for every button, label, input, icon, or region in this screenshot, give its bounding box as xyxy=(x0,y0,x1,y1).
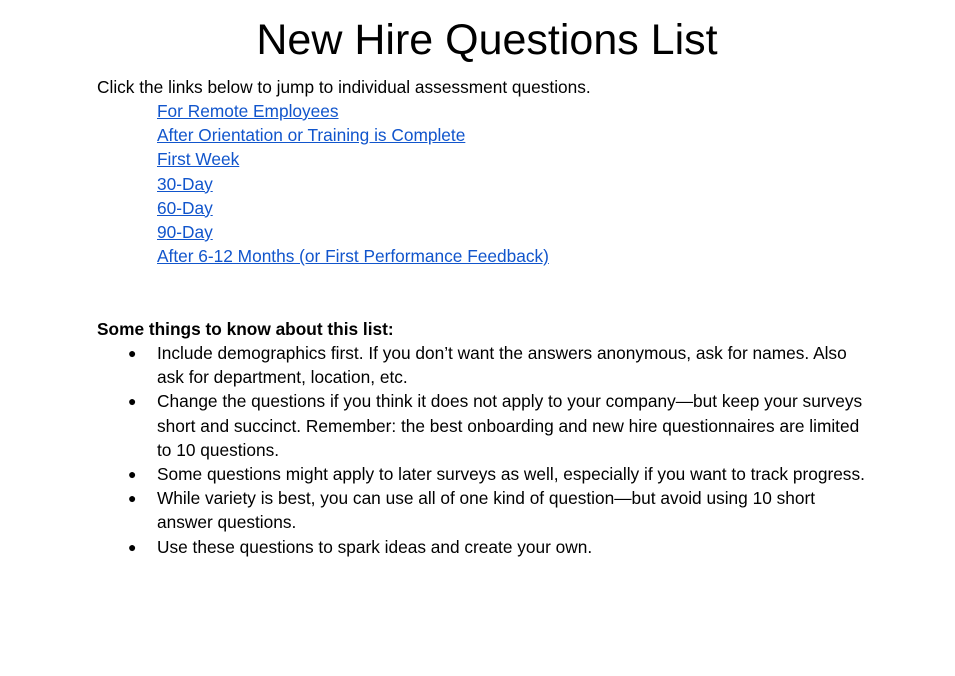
link-item xyxy=(157,172,549,196)
bullet-icon: ● xyxy=(128,466,137,483)
section-links-list xyxy=(157,99,549,268)
note-text: While variety is best, you can use all of one kind of question—but avoid using 10 short answer questions. xyxy=(157,488,816,533)
link-item xyxy=(157,196,549,220)
link-60-day[interactable]: 60-Day xyxy=(157,197,213,218)
link-item xyxy=(157,99,549,123)
intro-text: Click the links below to jump to individual assessment questions. xyxy=(97,77,591,97)
link-item xyxy=(157,147,549,171)
list-item xyxy=(97,462,877,486)
list-item xyxy=(97,535,877,559)
bullet-icon: ● xyxy=(128,490,137,507)
link-item xyxy=(157,244,549,268)
link-90-day[interactable]: 90-Day xyxy=(157,221,213,242)
link-30-day[interactable]: 30-Day xyxy=(157,173,213,194)
note-text: Include demographics first. If you don’t want the answers anonymous, ask for names. Also ask for department, location, etc. xyxy=(157,343,847,388)
notes-heading: Some things to know about this list: xyxy=(97,319,394,339)
link-item xyxy=(157,220,549,244)
link-remote-employees[interactable]: For Remote Employees xyxy=(157,101,339,121)
link-first-week[interactable]: First Week xyxy=(157,149,240,170)
list-item xyxy=(97,341,877,389)
bullet-icon: ● xyxy=(128,393,137,410)
note-text: Use these questions to spark ideas and create your own. xyxy=(157,536,593,557)
page-title: New Hire Questions List xyxy=(256,16,718,64)
link-after-orientation[interactable]: After Orientation or Training is Complete xyxy=(157,125,466,146)
notes-list xyxy=(97,341,877,559)
bullet-icon: ● xyxy=(128,538,137,555)
list-item xyxy=(97,486,877,534)
note-text: Change the questions if you think it does not apply to your company—but keep your surveys short and succinct. Remember: the best onboarding and new hire questionnaires are limited to 10 questions. xyxy=(157,391,863,460)
link-item xyxy=(157,123,549,147)
bullet-icon: ● xyxy=(128,345,137,361)
link-6-12-months[interactable]: After 6-12 Months (or First Performance Feedback) xyxy=(157,246,549,267)
list-item xyxy=(97,389,877,462)
note-text: Some questions might apply to later surveys as well, especially if you want to track progress. xyxy=(157,464,865,485)
